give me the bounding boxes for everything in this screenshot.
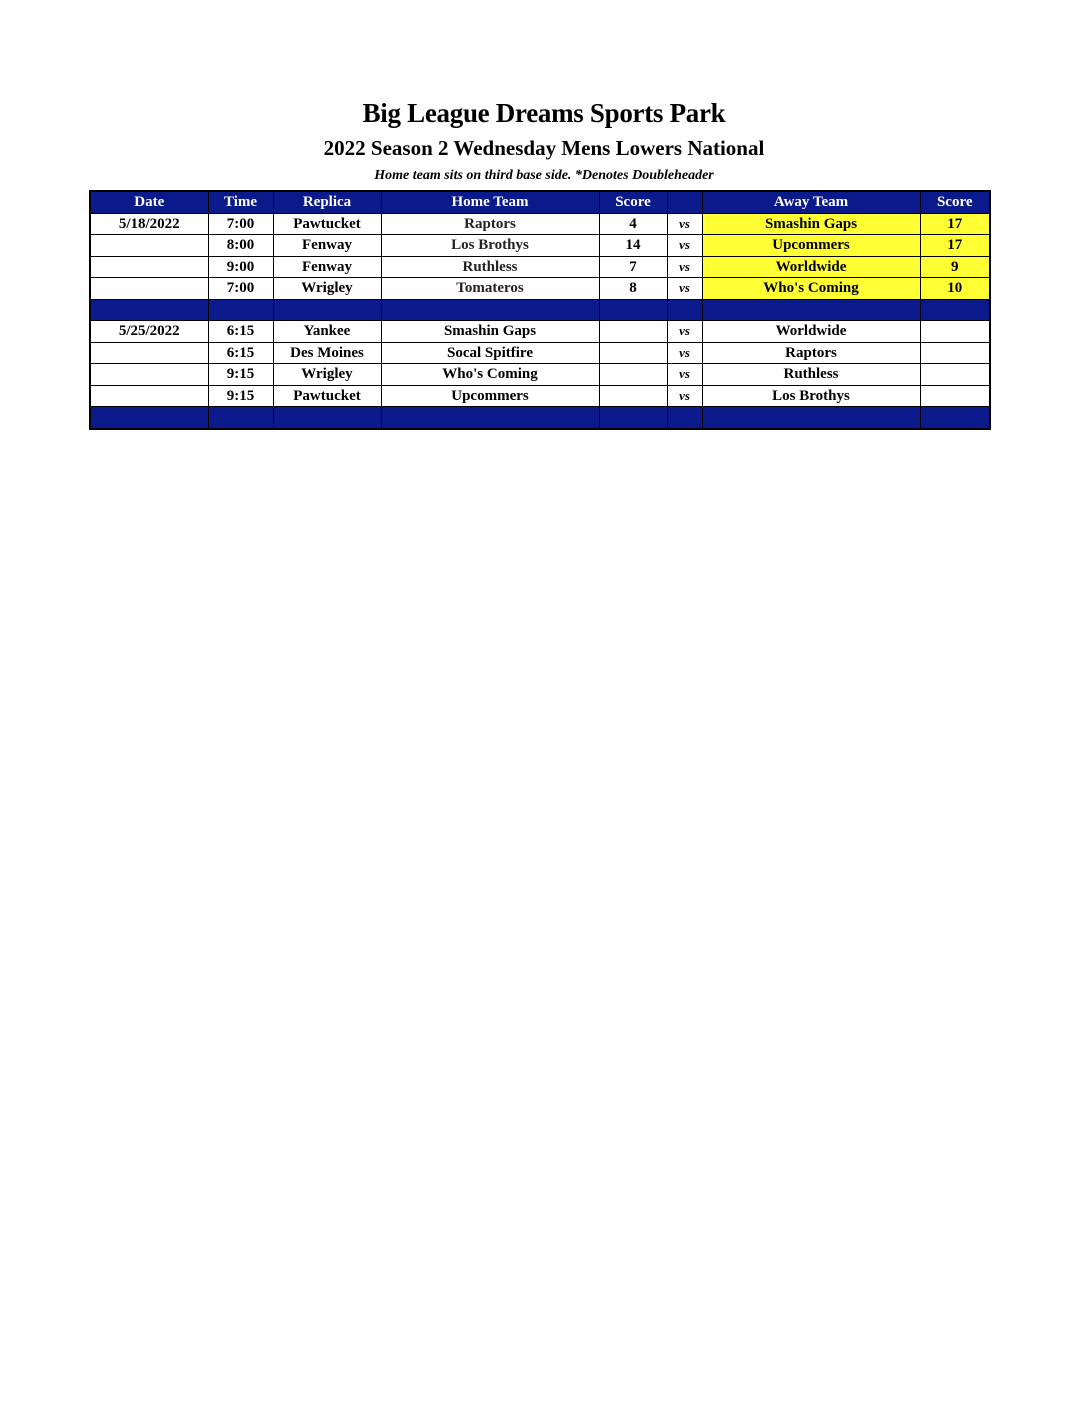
cell-replica: Wrigley	[273, 364, 381, 386]
cell-time: 9:15	[208, 385, 273, 407]
cell-date	[90, 235, 208, 257]
cell-away-score	[920, 385, 990, 407]
header-row	[90, 191, 990, 213]
cell-date	[90, 278, 208, 300]
cell-away-score	[920, 321, 990, 343]
cell-vs: vs	[667, 364, 702, 386]
cell-date	[90, 385, 208, 407]
cell-date: 5/18/2022	[90, 213, 208, 235]
table-row	[90, 256, 990, 278]
cell-vs: vs	[667, 321, 702, 343]
cell-away-score: 9	[920, 256, 990, 278]
cell-date	[90, 256, 208, 278]
page-subtitle: 2022 Season 2 Wednesday Mens Lowers National	[323, 136, 765, 160]
cell-away-team: Smashin Gaps	[702, 213, 920, 235]
cell-away-score: 17	[920, 235, 990, 257]
cell-replica: Fenway	[273, 235, 381, 257]
cell-away-score	[920, 342, 990, 364]
cell-time: 8:00	[208, 235, 273, 257]
cell-away-team: Raptors	[702, 342, 920, 364]
col-header-away-team: Away Team	[702, 191, 920, 213]
cell-vs: vs	[667, 213, 702, 235]
cell-vs: vs	[667, 278, 702, 300]
col-header-home-score: Score	[599, 191, 667, 213]
cell-time: 7:00	[208, 213, 273, 235]
cell-away-score	[920, 364, 990, 386]
cell-time: 9:00	[208, 256, 273, 278]
cell-vs: vs	[667, 385, 702, 407]
schedule-note: Home team sits on third base side. *Denotes Doubleheader	[374, 168, 714, 183]
cell-home-score: 4	[599, 213, 667, 235]
cell-date	[90, 342, 208, 364]
cell-vs: vs	[667, 235, 702, 257]
col-header-time: Time	[208, 191, 273, 213]
col-header-home-team: Home Team	[381, 191, 599, 213]
cell-home-team: Smashin Gaps	[381, 321, 599, 343]
separator-row	[90, 407, 990, 429]
cell-replica: Des Moines	[273, 342, 381, 364]
col-header-vs	[667, 191, 702, 213]
cell-vs: vs	[667, 342, 702, 364]
cell-away-team: Worldwide	[702, 321, 920, 343]
table-row	[90, 385, 990, 407]
cell-away-team: Who's Coming	[702, 278, 920, 300]
cell-away-team: Upcommers	[702, 235, 920, 257]
table-row	[90, 213, 990, 235]
cell-date: 5/25/2022	[90, 321, 208, 343]
cell-home-score: 7	[599, 256, 667, 278]
col-header-away-score: Score	[920, 191, 990, 213]
separator-row	[90, 299, 990, 321]
cell-away-team: Worldwide	[702, 256, 920, 278]
table-row	[90, 321, 990, 343]
page-title: Big League Dreams Sports Park	[362, 98, 726, 128]
cell-date	[90, 364, 208, 386]
cell-time: 9:15	[208, 364, 273, 386]
cell-home-team: Upcommers	[381, 385, 599, 407]
cell-replica: Pawtucket	[273, 385, 381, 407]
cell-time: 7:00	[208, 278, 273, 300]
schedule-table	[89, 190, 991, 430]
cell-away-team: Ruthless	[702, 364, 920, 386]
cell-replica: Yankee	[273, 321, 381, 343]
cell-home-score	[599, 321, 667, 343]
cell-replica: Pawtucket	[273, 213, 381, 235]
cell-vs: vs	[667, 256, 702, 278]
cell-home-score	[599, 385, 667, 407]
cell-time: 6:15	[208, 342, 273, 364]
cell-time: 6:15	[208, 321, 273, 343]
cell-home-score	[599, 342, 667, 364]
cell-away-score: 10	[920, 278, 990, 300]
cell-replica: Wrigley	[273, 278, 381, 300]
table-row	[90, 278, 990, 300]
cell-home-team: Ruthless	[381, 256, 599, 278]
col-header-replica: Replica	[273, 191, 381, 213]
table-row	[90, 342, 990, 364]
cell-home-score: 8	[599, 278, 667, 300]
table-row	[90, 235, 990, 257]
col-header-date: Date	[90, 191, 208, 213]
cell-home-team: Los Brothys	[381, 235, 599, 257]
cell-away-score: 17	[920, 213, 990, 235]
cell-home-team: Who's Coming	[381, 364, 599, 386]
cell-home-score	[599, 364, 667, 386]
cell-replica: Fenway	[273, 256, 381, 278]
table-row	[90, 364, 990, 386]
cell-home-team: Socal Spitfire	[381, 342, 599, 364]
cell-home-team: Raptors	[381, 213, 599, 235]
cell-home-score: 14	[599, 235, 667, 257]
cell-away-team: Los Brothys	[702, 385, 920, 407]
cell-home-team: Tomateros	[381, 278, 599, 300]
